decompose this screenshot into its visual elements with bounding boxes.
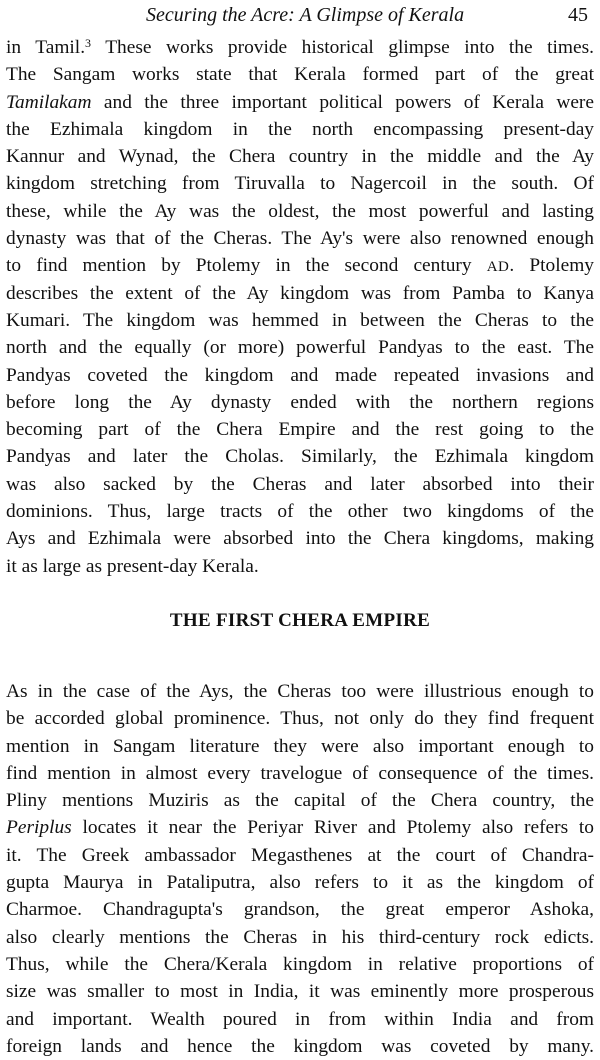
section-heading: THE FIRST CHERA EMPIRE xyxy=(169,610,431,631)
text-line: Tamilakam and the three important political powers of Kerala were xyxy=(6,91,594,113)
text-line: it. The Greek ambassador Megasthenes at the court of Chandra- xyxy=(6,844,594,866)
text-line: find mention in almost every travelogue of consequence of the times. xyxy=(6,762,594,784)
paragraph-ay-kingdom xyxy=(6,34,594,580)
text-line: Pandyas coveted the kingdom and made repeated invasions and xyxy=(6,364,594,386)
text-line: dynasty was that of the Cheras. The Ay's were also renowned enough xyxy=(6,228,594,250)
text-line: The Sangam works state that Kerala formed part of the great xyxy=(6,64,594,86)
text-line: and important. Wealth poured in from within India and from xyxy=(6,1008,594,1030)
text-line: Charmoe. Chandragupta's grandson, the great emperor Ashoka, xyxy=(6,899,594,921)
text-line: these, while the Ay was the oldest, the most powerful and lasting xyxy=(6,200,594,222)
text-line: be accorded global prominence. Thus, not only do they find frequent xyxy=(6,708,594,730)
text-line: kingdom stretching from Tiruvalla to Nagercoil in the south. Of xyxy=(6,173,594,195)
text-line: mention in Sangam literature they were also important enough to xyxy=(6,735,594,757)
text-line: the Ezhimala kingdom in the north encompassing present-day xyxy=(6,118,594,140)
footnote-marker: 3 xyxy=(85,36,92,50)
text-line: was also sacked by the Cheras and later absorbed into their xyxy=(6,473,594,495)
text-line: also clearly mentions the Cheras in his third-century rock edicts. xyxy=(6,926,594,948)
text-line: north and the equally (or more) powerful Pandyas to the east. The xyxy=(6,337,594,359)
running-title: Securing the Acre: A Glimpse of Kerala xyxy=(146,4,465,26)
text-line: foreign lands and hence the kingdom was coveted by many. xyxy=(6,1035,594,1057)
text-line: becoming part of the Chera Empire and the rest going to the xyxy=(6,419,594,441)
text-line: Ays and Ezhimala were absorbed into the Chera kingdoms, making xyxy=(6,528,594,550)
era-abbreviation: AD xyxy=(486,259,510,276)
running-head xyxy=(0,2,600,28)
text-line: dominions. Thus, large tracts of the other two kingdoms of the xyxy=(6,501,594,523)
text-line: size was smaller to most in India, it was eminently more prosperous xyxy=(6,981,594,1003)
text-line: describes the extent of the Ay kingdom was from Pamba to Kanya xyxy=(6,282,594,304)
text-line: Thus, while the Chera/Kerala kingdom in relative proportions of xyxy=(6,953,594,975)
text-line: Periplus locates it near the Periyar River and Ptolemy also refers to xyxy=(6,817,594,839)
text-line: gupta Maurya in Pataliputra, also refers to it as the kingdom of xyxy=(6,872,594,894)
text-line: in Tamil.$^3$ These works provide historical glimpse into the times. xyxy=(6,36,594,58)
page-number: 45 xyxy=(568,4,588,26)
text-line: it as large as present-day Kerala. xyxy=(6,555,259,577)
text-line: Kumari. The kingdom was hemmed in between the Cheras to the xyxy=(6,309,594,331)
text-line: before long the Ay dynasty ended with the northern regions xyxy=(6,391,594,413)
text-line: Kannur and Wynad, the Chera country in the middle and the Ay xyxy=(6,146,594,168)
text-line: Pliny mentions Muziris as the capital of the Chera country, the xyxy=(6,790,594,812)
paragraph-first-chera-empire xyxy=(6,678,594,1060)
text-line: to find mention by Ptolemy in the second century AD. Ptolemy xyxy=(6,255,594,277)
italic-title: Periplus xyxy=(6,817,72,839)
text-line: Pandyas and later the Cholas. Similarly, the Ezhimala kingdom xyxy=(6,446,594,468)
italic-term: Tamilakam xyxy=(6,91,92,113)
text-line: As in the case of the Ays, the Cheras too were illustrious enough to xyxy=(6,681,594,702)
